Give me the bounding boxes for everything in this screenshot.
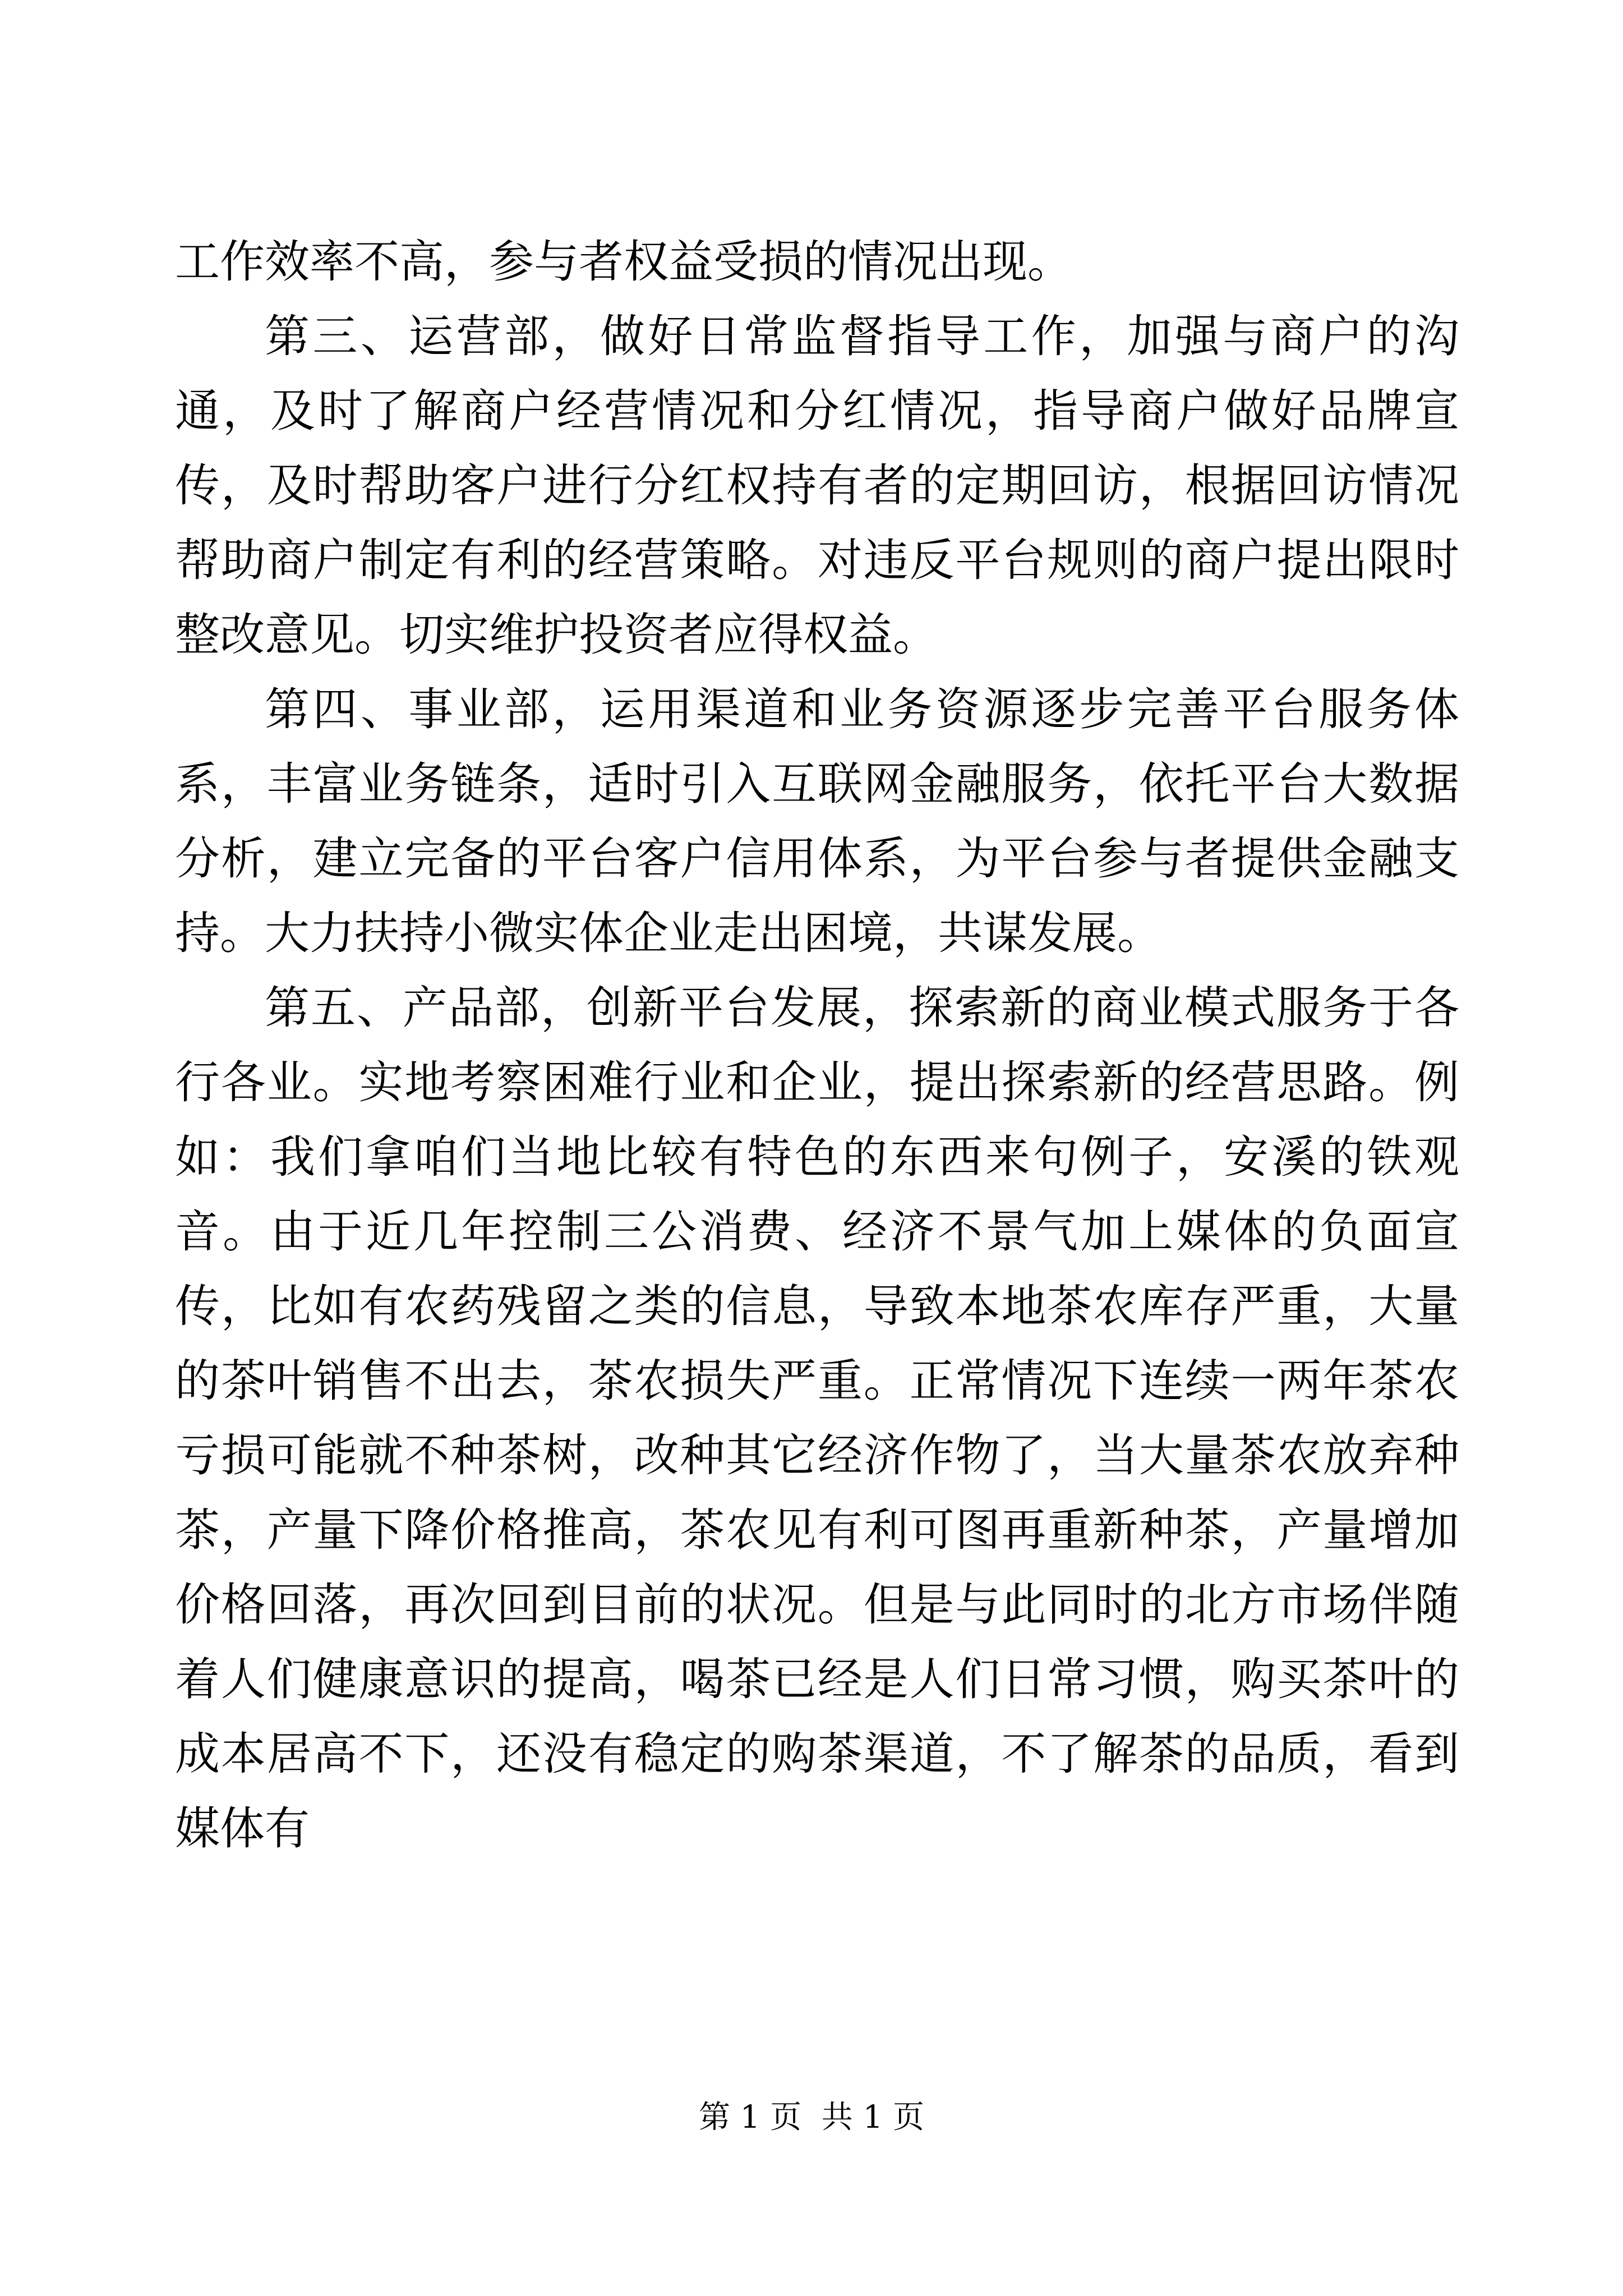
- paragraph-product-dept: 第五、产品部，创新平台发展，探索新的商业模式服务于各行各业。实地考察困难行业和企业，提出探索新的经营思路。例如：我们拿咱们当地比较有特色的东西来句例子，安溪的铁观音。由于近几年控制三公消费、经济不景气加上媒体的负面宣传，比如有农药残留之类的信息，导致本地茶农库存严重，大量的茶叶销售不出去，茶农损失严重。正常情况下连续一两年茶农亏损可能就不种茶树，改种其它经济作物了，当大量茶农放弃种茶，产量下降价格推高，茶农见有利可图再重新种茶，产量增加价格回落，再次回到目前的状况。但是与此同时的北方市场伴随着人们健康意识的提高，喝茶已经是人们日常习惯，购买茶叶的成本居高不下，还没有稳定的购茶渠道，不了解茶的品质，看到媒体有: [175, 982, 1459, 1855]
- document-body: [175, 224, 1459, 1866]
- paragraph-operations-dept: 第三、运营部，做好日常监督指导工作，加强与商户的沟通，及时了解商户经营情况和分红情况，指导商户做好品牌宣传，及时帮助客户进行分红权持有者的定期回访，根据回访情况帮助商户制定有利的经营策略。对违反平台规则的商户提出限时整改意见。切实维护投资者应得权益。: [175, 310, 1459, 661]
- page-number: 第 1 页 共 1 页: [698, 2099, 925, 2136]
- paragraph-business-dept: 第四、事业部，运用渠道和业务资源逐步完善平台服务体系，丰富业务链条，适时引入互联网金融服务，依托平台大数据分析，建立完备的平台客户信用体系，为平台参与者提供金融支持。大力扶持小微实体企业走出困境，共谋发展。: [175, 683, 1459, 959]
- paragraph-continuation: 工作效率不高，参与者权益受损的情况出现。: [175, 236, 1072, 288]
- page-footer: [0, 2095, 1623, 2140]
